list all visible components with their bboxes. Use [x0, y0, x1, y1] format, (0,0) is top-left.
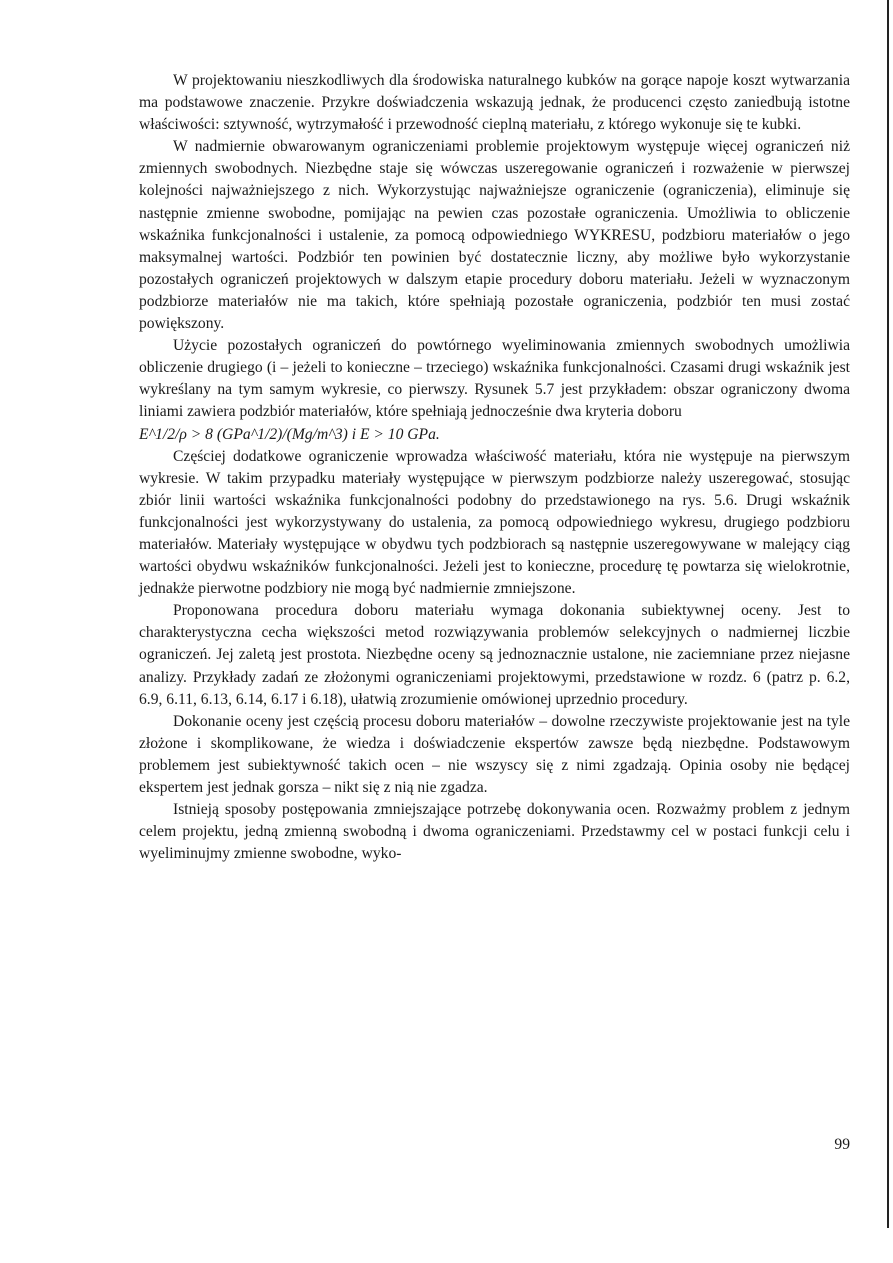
paragraph-5: Proponowana procedura doboru materiału wymaga dokonania subiektywnej oceny. Jest to charakterystyczna cecha większości metod rozwiązywania problemów selekcyjnych o nadmiernej liczbie ograniczeń. Jej zaletą jest prostota. Niezbędne oceny są jednoznacznie ustalone, nie zaciemniane przez niejasne analizy. Przykłady zadań ze złożonymi ograniczeniami projektowymi, przedstawione w rozdz. 6 (patrz p. 6.2, 6.9, 6.11, 6.13, 6.14, 6.17 i 6.18), ułatwią zrozumienie omówionej uprzednio procedury.: [139, 602, 850, 708]
page-number: 99: [834, 1136, 850, 1153]
paragraph-3: [139, 335, 850, 445]
body-text: [139, 70, 850, 865]
paragraph-3-text: Użycie pozostałych ograniczeń do powtórnego wyeliminowania zmiennych swobodnych umożliwia obliczenie drugiego (i – jeżeli to konieczne – trzeciego) wskaźnika funkcjonalności. Czasami drugi wskaźnik jest wykreślany na tym samym wykresie, co pierwszy. Rysunek 5.7 jest przykładem: obszar ograniczony dwoma liniami zawiera podzbiór materiałów, które spełniają jednocześnie dwa kryteria doboru: [139, 337, 850, 421]
paragraph-6: Dokonanie oceny jest częścią procesu doboru materiałów – dowolne rzeczywiste projektowanie jest na tyle złożone i skomplikowane, że wiedza i doświadczenie ekspertów zawsze będą niezbędne. Podstawowym problemem jest subiektywność takich ocen – nie wszyscy się z nimi zgadzają. Opinia osoby nie będącej ekspertem jest jednak gorsza – nikt się z nią nie zgadza.: [139, 712, 850, 796]
paragraph-2: W nadmiernie obwarowanym ograniczeniami problemie projektowym występuje więcej ograniczeń niż zmiennych swobodnych. Niezbędne staje się wówczas uszeregowanie ograniczeń i rozważenie w pierwszej kolejności najważniejszego z nich. Wykorzystując najważniejsze ograniczenie (ograniczenia), eliminuje się następnie zmienne swobodne, pomijając na pewien czas pozostałe ograniczenia. Umożliwia to obliczenie wskaźnika funkcjonalności i ustalenie, za pomocą odpowiedniego WYKRESU, podzbioru materiałów o jego maksymalnej wartości. Podzbiór ten powinien być dostatecznie liczny, aby możliwe było wykorzystanie pozostałych ograniczeń projektowych w dalszym etapie procedury doboru materiału. Jeżeli w wyznaczonym podzbiorze materiałów nie ma takich, które spełniają pozostałe ograniczenia, podzbiór ten musi zostać powiększony.: [139, 138, 850, 333]
page-edge-line: [887, 0, 889, 1228]
paragraph-7: Istnieją sposoby postępowania zmniejszające potrzebę dokonywania ocen. Rozważmy problem z jednym celem projektu, jedną zmienną swobodną i dwoma ograniczeniami. Przedstawmy cel w postaci funkcji celu i wyeliminujmy zmienne swobodne, wyko-: [139, 801, 850, 863]
paragraph-1: W projektowaniu nieszkodliwych dla środowiska naturalnego kubków na gorące napoje koszt wytwarzania ma podstawowe znaczenie. Przykre doświadczenia wskazują jednak, że producenci często zaniedbują istotne właściwości: sztywność, wytrzymałość i przewodność cieplną materiału, z którego wykonuje się te kubki.: [139, 72, 850, 134]
selection-criteria-formula: E^1/2/ρ > 8 (GPa^1/2)/(Mg/m^3) i E > 10 GPa.: [139, 425, 440, 443]
paragraph-4: Częściej dodatkowe ograniczenie wprowadza właściwość materiału, która nie występuje na pierwszym wykresie. W takim przypadku materiały występujące w pierwszym podzbiorze należy uszeregować, stosując zbiór linii wartości wskaźnika funkcjonalności podobny do przedstawionego na rys. 5.6. Drugi wskaźnik funkcjonalności jest wykorzystywany do ustalenia, za pomocą odpowiedniego wykresu, drugiego podzbioru materiałów. Materiały występujące w obydwu tych podzbiorach są następnie uszeregowywane w malejący ciąg wartości obydwu wskaźników funkcjonalności. Jeżeli jest to konieczne, procedurę tę powtarza się wielokrotnie, jednakże pierwotne podzbiory nie mogą być nadmiernie zmniejszone.: [139, 447, 850, 598]
